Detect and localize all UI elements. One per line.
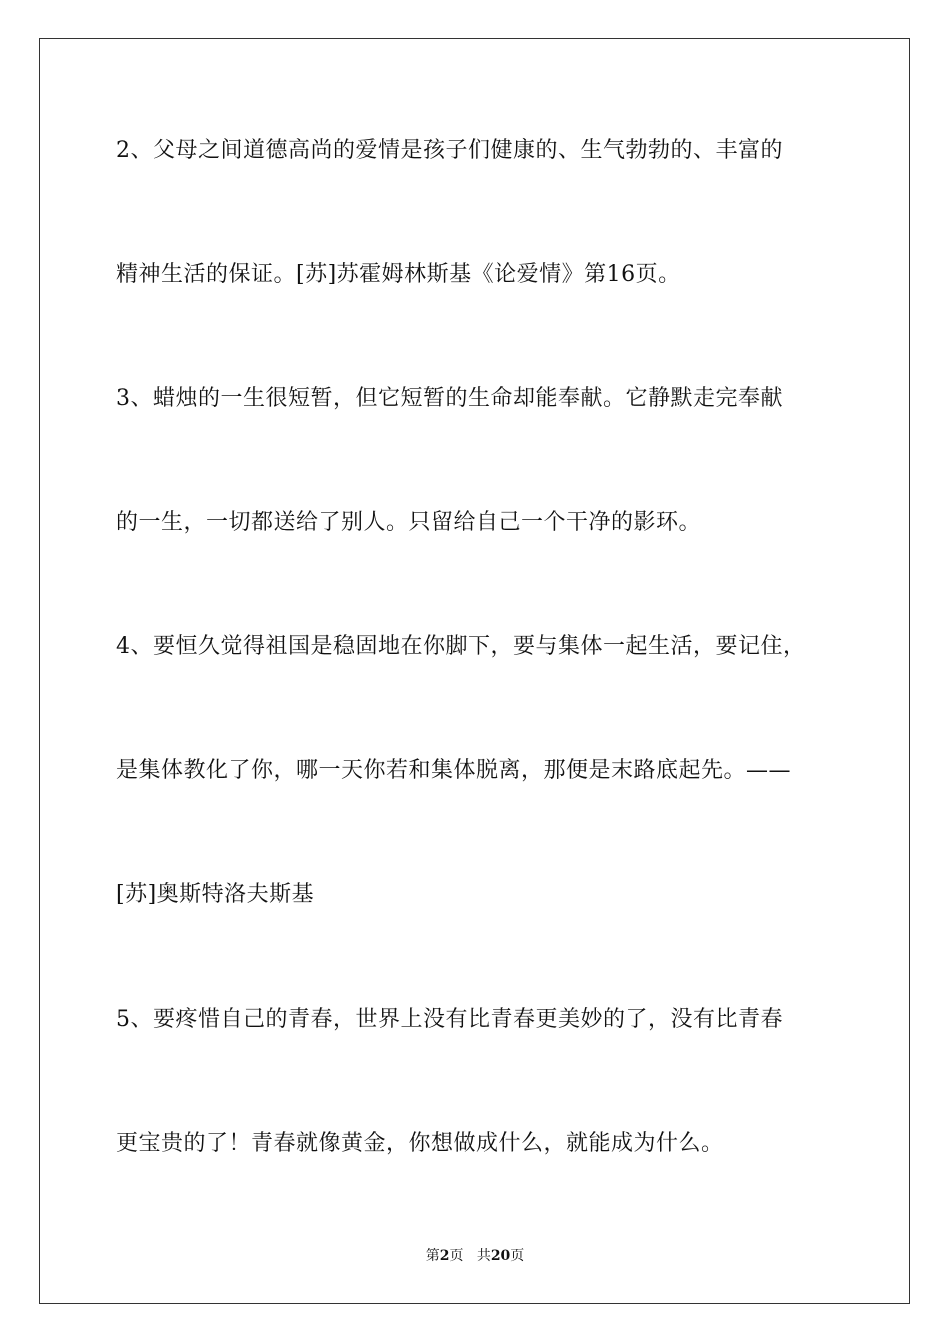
text-line-4: 的一生，一切都送给了别人。只留给自己一个干净的影环。 — [116, 510, 702, 535]
text-line-3: 3、蜡烛的一生很短暂，但它短暂的生命却能奉献。它静默走完奉献 — [116, 386, 783, 411]
text-line-7: [苏]奥斯特洛夫斯基 — [116, 882, 315, 907]
text-line-2: 精神生活的保证。[苏]苏霍姆林斯基《论爱情》第16页。 — [116, 262, 681, 287]
text-line-8: 5、要疼惜自己的青春，世界上没有比青春更美妙的了，没有比青春 — [116, 1007, 783, 1032]
page-footer — [0, 1246, 950, 1266]
text-line-9: 更宝贵的了！青春就像黄金，你想做成什么，就能成为什么。 — [116, 1131, 724, 1156]
text-line-1: 2、父母之间道德高尚的爱情是孩子们健康的、生气勃勃的、丰富的 — [116, 138, 783, 163]
page-prefix: 第 — [425, 1248, 440, 1264]
text-line-5: 4、要恒久觉得祖国是稳固地在你脚下，要与集体一起生活，要记住， — [116, 634, 806, 659]
page-suffix: 页 — [449, 1248, 464, 1264]
page-frame — [39, 38, 910, 1304]
total-prefix: 共 — [476, 1248, 491, 1264]
total-pages: 20 — [490, 1248, 511, 1264]
total-suffix: 页 — [510, 1248, 525, 1264]
page-number: 2 — [439, 1248, 450, 1264]
text-line-6: 是集体教化了你，哪一天你若和集体脱离，那便是末路底起先。—— — [116, 758, 792, 783]
